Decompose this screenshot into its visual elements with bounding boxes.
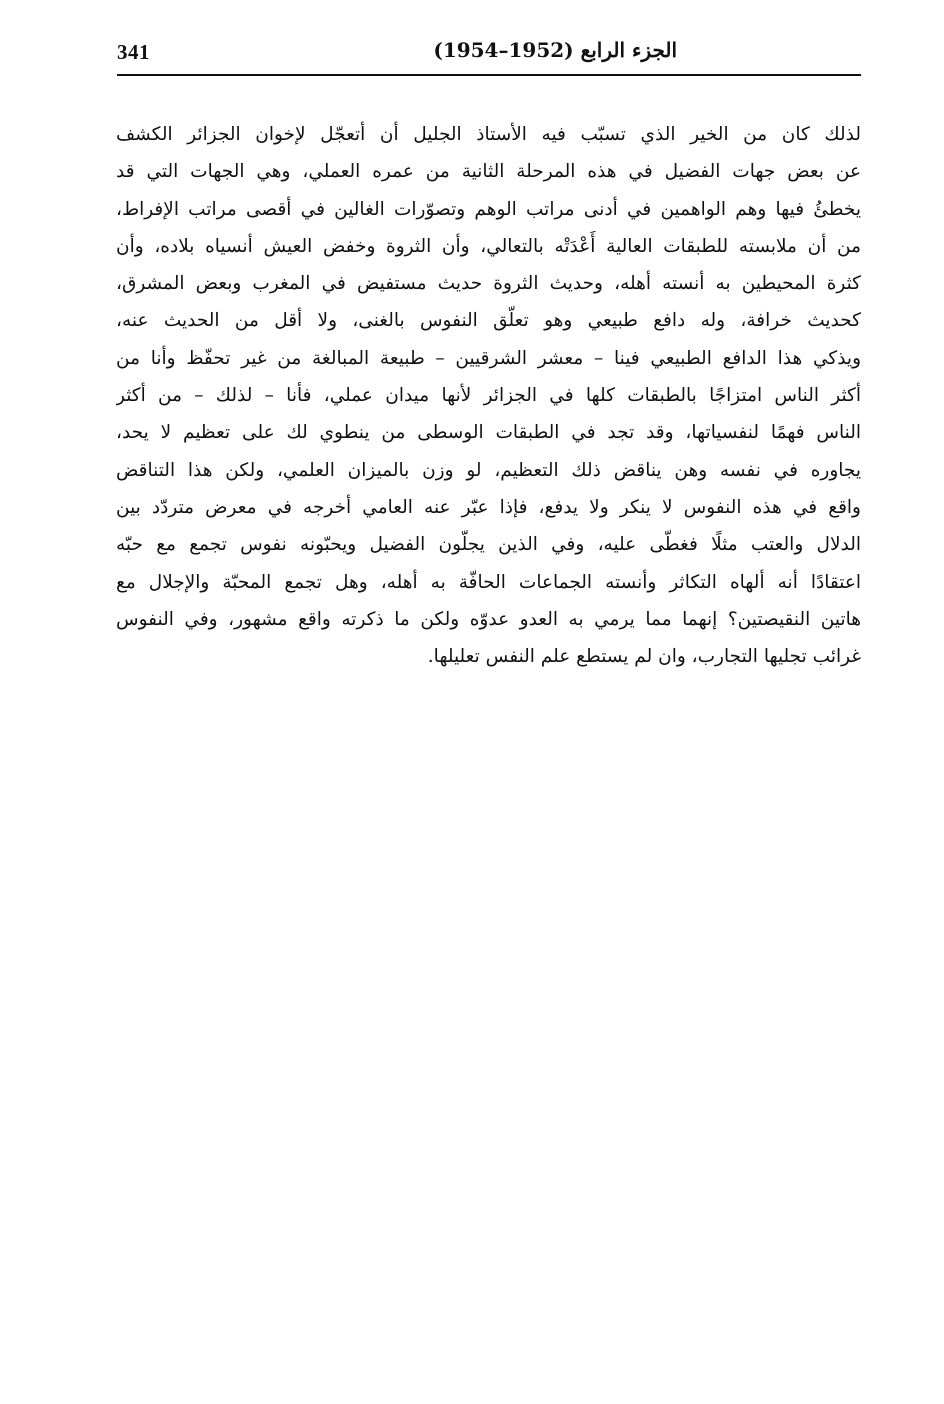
text-line: لذلك كان من الخير الذي تسبّب فيه الأستاذ الجليل أن أتعجّل لإخوان الجزائر الكشف	[116, 124, 861, 145]
text-line: الناس فهمًا لنفسياتها، وقد تجد في الطبقات الوسطى من ينطوي لك على تعظيم لا يحد،	[116, 422, 861, 444]
text-line: عن بعض جهات الفضيل في هذه المرحلة الثانية من عمره العملي، وهي الجهات التي قد	[116, 161, 861, 183]
text-line: يجاوره في نفسه وهن يناقض ذلك التعظيم، لو وزن بالميزان العلمي، ولكن هذا التناقض	[116, 459, 861, 481]
body-text	[116, 116, 861, 675]
text-line: واقع في هذه النفوس لا ينكر ولا يدفع، فإذا عبّر عنه العامي أخرجه في معرض متردّد بين	[116, 496, 861, 518]
text-line: أكثر الناس امتزاجًا بالطبقات كلها في الجزائر لأنها ميدان عملي، فأنا – لذلك – من أكثر	[116, 385, 861, 407]
page-number: 341	[117, 40, 150, 64]
text-line: كثرة المحيطين به أنسته أهله، وحديث الثروة حديث مستفيض في المغرب وبعض المشرق،	[116, 273, 861, 295]
text-line: من أن ملابسته للطبقات العالية أَعْدَتْه بالتعالي، وأن الثروة وخفض العيش أنسياه بلاده، وأن	[116, 235, 861, 257]
text-line: هاتين النقيصتين؟ إنهما مما يرمي به العدو عدوّه ولكن ما ذكرته واقع مشهور، وفي النفوس	[116, 608, 861, 630]
text-line: ويذكي هذا الدافع الطبيعي فينا – معشر الشرقيين – طبيعة المبالغة من غير تحفّظ وأنا من	[116, 347, 861, 369]
text-line: اعتقادًا أنه ألهاه التكاثر وأنسته الجماعات الحافّة به أهله، وهل تجمع المحبّة والإجلال مع	[116, 571, 861, 593]
text-line: كحديث خرافة، وله دافع طبيعي وهو تعلّق النفوس بالغنى، ولا أقل من الحديث عنه،	[116, 310, 861, 332]
page-header	[117, 38, 861, 76]
text-line: غرائب تجليها التجارب، وان لم يستطع علم النفس تعليلها.	[427, 646, 861, 668]
running-head: الجزء الرابع (1952–1954)	[433, 38, 677, 62]
text-line: يخطئُ فيها وهم الواهمين في أدنى مراتب الوهم وتصوّرات الغالين في أقصى مراتب الإفراط،	[116, 198, 861, 220]
header-rule	[117, 74, 861, 76]
text-line: الدلال والعتب مثلًا فغطّى عليه، وفي الذين يجلّون الفضيل ويحبّونه نفوس تجمع مع حبّه	[116, 534, 861, 556]
